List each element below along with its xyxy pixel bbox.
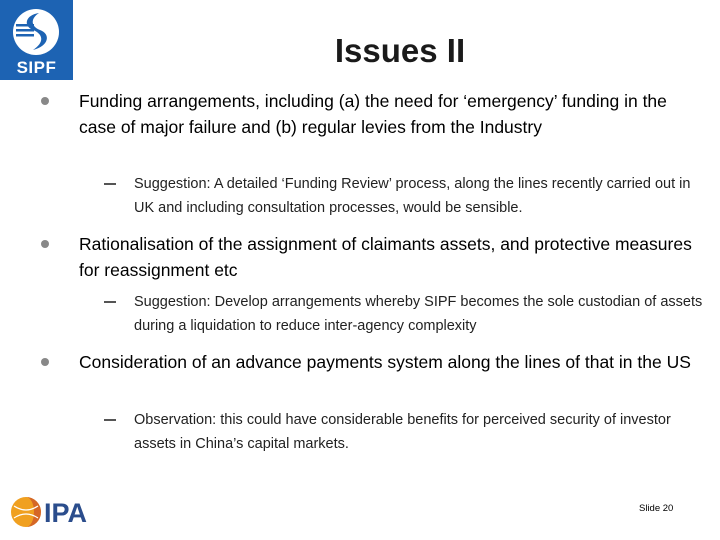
bullet-dot bbox=[41, 358, 49, 366]
bullet-3-text: Consideration of an advance payments system along the lines of that in the US bbox=[79, 352, 691, 372]
sipf-logo bbox=[0, 0, 73, 80]
sub-dash bbox=[104, 419, 116, 421]
slide-title: Issues II bbox=[334, 32, 466, 69]
sipf-emblem-icon bbox=[9, 6, 64, 58]
bullet-dot bbox=[41, 97, 49, 105]
bullet-1-text: Funding arrangements, including (a) the need for ‘emergency’ funding in the case of major failure and (b) regular levies from the Industry bbox=[79, 91, 667, 137]
bullet-1-sub-text: Suggestion: A detailed ‘Funding Review’ process, along the lines recently carried out in UK and including consultation processes, would be sensible. bbox=[134, 176, 691, 216]
ipa-logo-text: IPA bbox=[44, 498, 88, 528]
sub-dash bbox=[104, 301, 116, 303]
bullet-dot bbox=[41, 240, 49, 248]
bullet-2-text: Rationalisation of the assignment of claimants assets, and protective measures for reassignment etc bbox=[79, 234, 692, 280]
sub-dash bbox=[104, 183, 116, 185]
slide-number: Slide 20 bbox=[639, 503, 674, 514]
bullet-3-sub-text: Observation: this could have considerable benefits for perceived security of investor assets in China’s capital markets. bbox=[134, 412, 671, 452]
ipa-logo bbox=[10, 494, 100, 535]
bullet-2-sub-text: Suggestion: Develop arrangements whereby SIPF becomes the sole custodian of assets during a liquidation to reduce inter-agency complexity bbox=[134, 294, 703, 334]
ipa-globe-icon bbox=[10, 494, 100, 530]
sipf-logo-text: SIPF bbox=[16, 58, 57, 77]
